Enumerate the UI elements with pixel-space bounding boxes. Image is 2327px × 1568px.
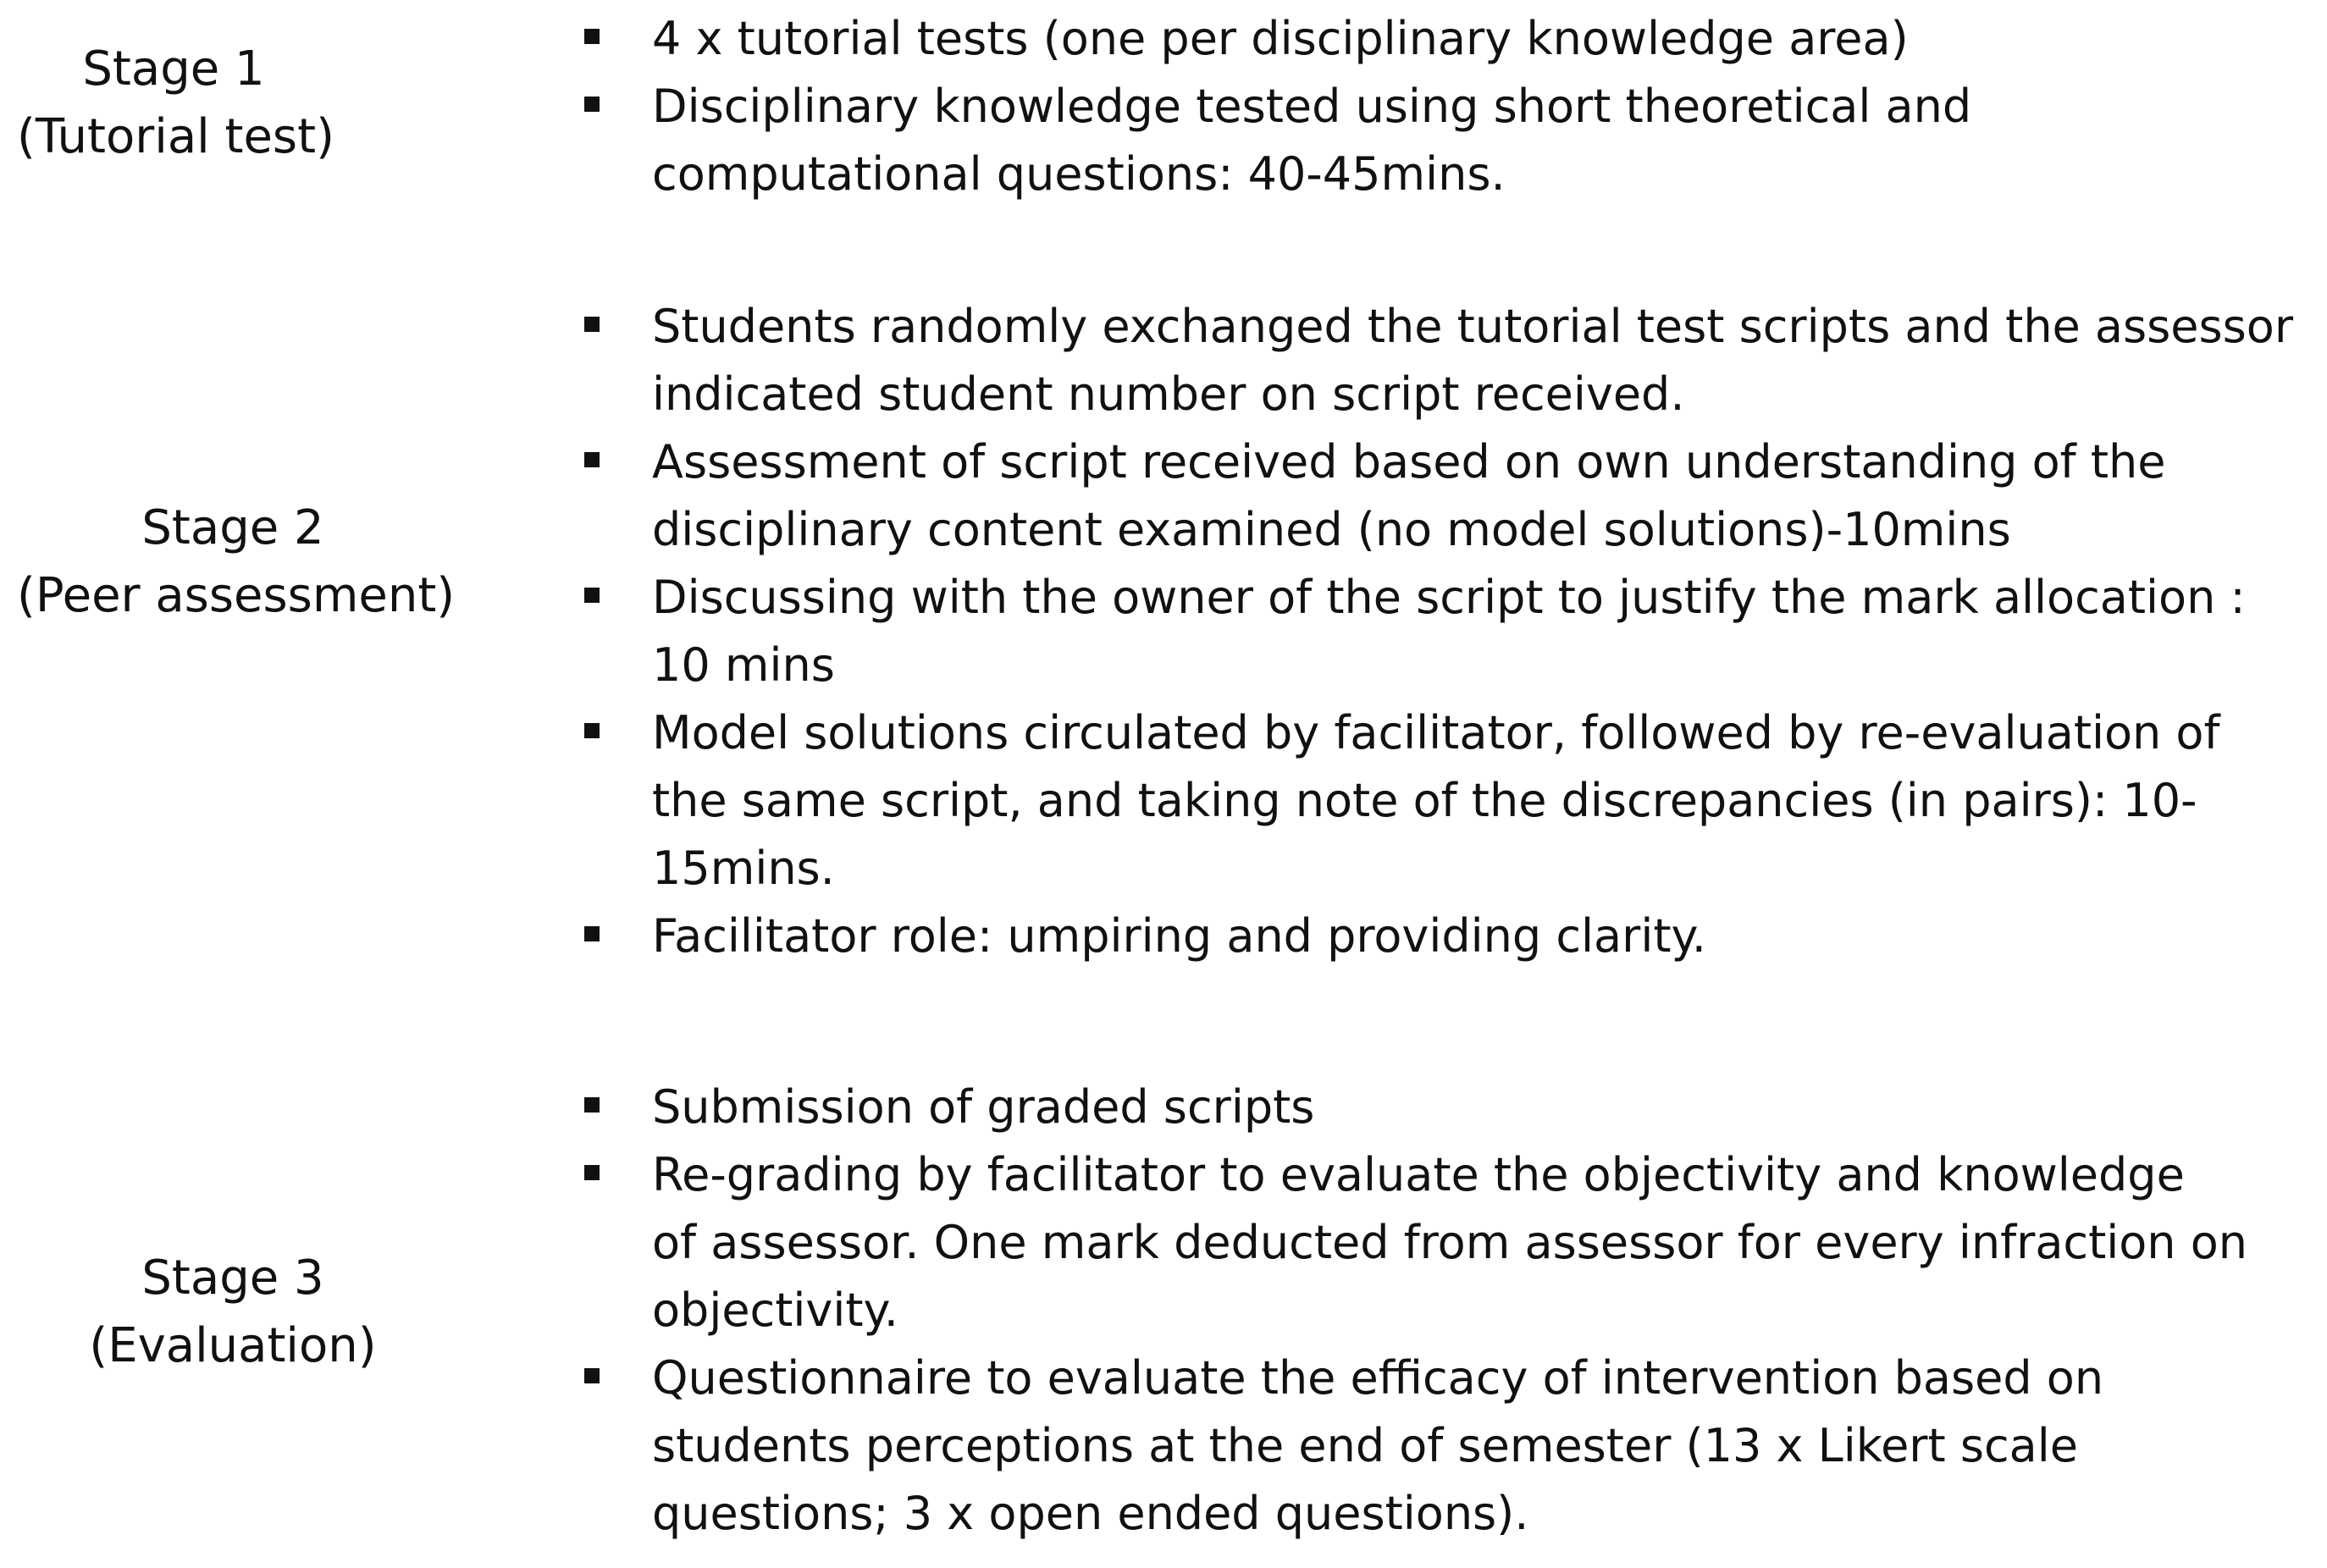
stage-2-bullet-3: Discussing with the owner of the script to justify the mark allocation : 10 mins <box>584 564 2312 699</box>
bullet-square-icon <box>584 97 600 112</box>
stage-1-bullets <box>584 5 2312 208</box>
stage-1-subtitle: (Tutorial test) <box>17 109 334 164</box>
bullet-square-icon <box>584 588 600 603</box>
stage-2-bullet-5: Facilitator role: umpiring and providing clarity. <box>584 903 2312 970</box>
stage-3-bullets <box>584 1074 2312 1548</box>
stage-2-bullet-1: Students randomly exchanged the tutorial test scripts and the assessor indicated student number on script received. <box>584 293 2312 428</box>
bullet-square-icon <box>584 926 600 941</box>
stage-1-label <box>17 36 334 171</box>
stage-2-bullet-2: Assessment of script received based on own understanding of the disciplinary content examined (no model solutions)-10mins <box>584 428 2312 564</box>
stage-3-title: Stage 3 <box>141 1251 324 1306</box>
bullet-square-icon <box>584 723 600 738</box>
stage-1-title: Stage 1 <box>82 41 265 97</box>
stage-3-label <box>17 1245 449 1380</box>
stage-1-bullet-1: 4 x tutorial tests (one per disciplinary knowledge area) <box>584 5 2312 73</box>
stage-2-bullet-4: Model solutions circulated by facilitator, followed by re-evaluation of the same script, and taking note of the discrepancies (in pairs): 10- 15mins. <box>584 699 2312 903</box>
bullet-square-icon <box>584 1165 600 1180</box>
stage-2-subtitle: (Peer assessment) <box>17 568 456 623</box>
stage-2-title: Stage 2 <box>141 500 324 555</box>
bullet-square-icon <box>584 1097 600 1113</box>
bullet-square-icon <box>584 29 600 44</box>
stage-3-bullet-2: Re-grading by facilitator to evaluate the objectivity and knowledge of assessor. One mark deducted from assessor for every infraction on objectivity. <box>584 1141 2312 1344</box>
stage-3-bullet-3: Questionnaire to evaluate the efficacy of intervention based on students perceptions at the end of semester (13 x Likert scale questions; 3 x open ended questions). <box>584 1344 2312 1548</box>
stage-2-bullets <box>584 293 2312 970</box>
stage-2-label <box>17 494 456 630</box>
stage-3-bullet-1: Submission of graded scripts <box>584 1074 2312 1141</box>
stage-1-bullet-2: Disciplinary knowledge tested using short theoretical and computational questions: 40-45mins. <box>584 73 2312 208</box>
stage-3-subtitle: (Evaluation) <box>89 1318 377 1373</box>
bullet-square-icon <box>584 317 600 332</box>
bullet-square-icon <box>584 1368 600 1383</box>
bullet-square-icon <box>584 452 600 467</box>
